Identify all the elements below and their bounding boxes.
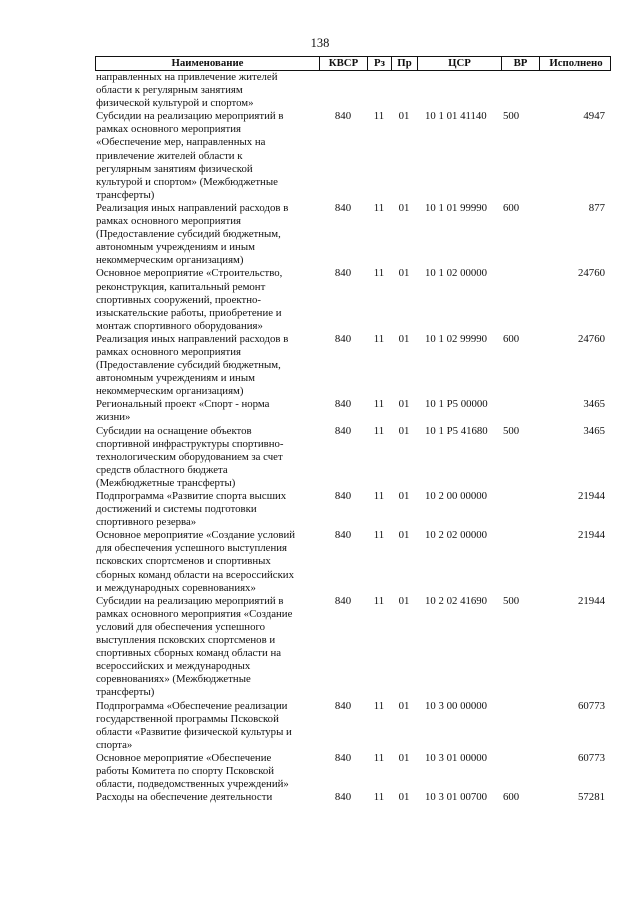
table-row [95,110,611,202]
pr-cell: 01 [398,699,410,712]
kvsr-cell: 840 [334,267,352,280]
name-line: и международных соревнованиях» [96,581,256,594]
name-line: Реализация иных направлений расходов в [96,332,289,345]
kvsr-cell: 840 [334,490,352,502]
csr-cell: 10 1 01 99990 [425,201,488,214]
table-row [95,529,611,594]
name-line: Субсидии на реализацию мероприятий в [96,594,284,607]
table-row [95,202,611,267]
name-cell [95,333,319,398]
rz-cell [367,71,391,110]
name-line: «Обеспечение мер, направленных на [96,136,266,149]
name-line: условий для обеспечения успешного [96,620,266,633]
name-line: выступления псковских спортсменов и [96,634,276,647]
executed-cell: 24760 [578,332,605,345]
kvsr-cell: 840 [334,751,352,764]
name-line: спортивного резерва» [96,516,197,529]
kvsr-cell: 840 [334,791,352,804]
name-line: рамках основного мероприятия «Создание [96,607,293,620]
name-line: монтаж спортивного оборудования» [96,319,263,332]
vr-cell [501,529,539,594]
name-line: культурой и спортом» (Межбюджетные [96,175,278,188]
vr-cell [501,267,539,332]
name-line: Подпрограмма «Развитие спорта высших [96,490,287,502]
kvsr-cell [319,71,367,110]
pr-cell: 01 [398,490,410,502]
pr-cell: 01 [398,529,410,542]
csr-cell: 10 1 02 99990 [425,332,488,345]
vr-cell: 600 [503,791,520,804]
rz-cell: 11 [373,751,385,764]
name-cell [95,595,319,700]
table-row [95,752,611,791]
table-row [95,595,611,700]
name-line: Основное мероприятие «Создание условий [96,529,296,542]
name-line: физической культурой и спортом» [96,97,254,110]
name-cell [95,267,319,332]
name-line: спорта» [96,738,133,751]
name-cell [95,700,319,752]
csr-cell: 10 1 01 41140 [425,110,487,123]
pr-cell: 01 [398,751,410,764]
table-row [95,490,611,529]
name-line: области «Развитие физической культуры и [96,725,292,738]
executed-cell: 3465 [583,398,605,411]
pr-cell: 01 [398,791,410,804]
name-line: работы Комитета по спорту Псковской [96,764,275,777]
name-line: рамках основного мероприятия [96,345,241,358]
name-line: Подпрограмма «Обеспечение реализации [96,699,288,712]
rz-cell: 11 [373,201,385,214]
header-csr: ЦСР [418,57,502,70]
name-line: автономным учреждениям и иным [96,241,255,254]
name-cell [95,425,319,490]
executed-cell: 4947 [583,110,605,123]
table-row [95,71,611,110]
name-line: рамках основного мероприятия [96,215,241,228]
csr-cell [417,71,501,110]
kvsr-cell: 840 [334,699,352,712]
header-name: Наименование [96,57,320,70]
name-line: технологическим оборудованием за счет [96,450,283,463]
header-kvsr: КВСР [320,57,368,70]
name-line: трансферты) [96,686,155,699]
name-cell [95,752,319,791]
rz-cell: 11 [373,332,385,345]
vr-cell [501,71,539,110]
table-row [95,791,611,804]
pr-cell: 01 [398,201,410,214]
csr-cell: 10 2 00 00000 [425,490,488,502]
name-cell [95,490,319,529]
rz-cell: 11 [373,267,385,280]
name-line: направленных на привлечение жителей [96,71,278,83]
pr-cell: 01 [398,110,410,123]
name-line: трансферты) [96,188,155,201]
table-header-row [95,56,611,71]
name-line: области, подведомственных учреждений» [96,778,289,791]
csr-cell: 10 1 02 00000 [425,267,488,280]
vr-cell: 600 [503,201,520,214]
name-line: Субсидии на оснащение объектов [96,424,252,437]
page-number: 138 [310,36,330,50]
rz-cell: 11 [373,398,385,411]
table-body [95,71,611,804]
name-line: (Межбюджетные трансферты) [96,476,236,489]
name-cell [95,71,319,110]
name-cell [95,202,319,267]
csr-cell: 10 3 01 00700 [425,791,488,804]
header-rz: Рз [368,57,392,70]
executed-cell: 3465 [583,424,605,437]
pr-cell: 01 [398,267,410,280]
kvsr-cell: 840 [334,594,352,607]
vr-cell [501,490,539,529]
name-line: спортивной инфраструктуры спортивно- [96,437,284,450]
vr-cell: 500 [503,424,520,437]
name-line: области к регулярным занятиям [96,84,243,97]
name-cell [95,110,319,202]
kvsr-cell: 840 [334,332,352,345]
name-line: автономным учреждениям и иным [96,372,255,385]
table-row [95,425,611,490]
pr-cell: 01 [398,398,410,411]
header-executed: Исполнено [549,57,603,69]
name-line: рамках основного мероприятия [96,123,241,136]
vr-cell [501,700,539,752]
name-line: псковских спортсменов и спортивных [96,555,271,568]
name-line: всероссийских и международных [96,660,251,673]
table-row [95,333,611,398]
executed-cell: 21944 [578,529,605,542]
name-cell [95,529,319,594]
executed-cell: 21944 [578,490,605,502]
csr-cell: 10 1 P5 00000 [425,398,488,411]
pr-cell: 01 [398,424,410,437]
rz-cell: 11 [373,424,385,437]
executed-cell: 877 [588,201,605,214]
rz-cell: 11 [373,594,385,607]
header-pr: Пр [392,57,418,70]
budget-table [95,56,611,804]
vr-cell: 500 [503,594,520,607]
name-line: реконструкция, капитальный ремонт [96,280,266,293]
name-line: спортивных сооружений, проектно- [96,293,261,306]
csr-cell: 10 3 01 00000 [425,751,488,764]
name-cell [95,791,319,804]
name-line: спортивных сборных команд области на [96,647,282,660]
name-line: соревнованиях» (Межбюджетные [96,673,251,686]
rz-cell: 11 [373,529,385,542]
rz-cell: 11 [373,490,385,502]
csr-cell: 10 3 00 00000 [425,699,488,712]
vr-cell [501,752,539,791]
name-line: привлечение жителей области к [96,149,243,162]
vr-cell [501,398,539,424]
name-line: (Предоставление субсидий бюджетным, [96,228,281,241]
name-line: некоммерческим организациям) [96,254,244,267]
rz-cell: 11 [373,110,385,123]
name-line: для обеспечения успешного выступления [96,542,288,555]
name-line: достижений и системы подготовки [96,503,257,516]
name-line: Основное мероприятие «Обеспечение [96,751,272,764]
name-line: Основное мероприятие «Строительство, [96,267,283,280]
rz-cell: 11 [373,699,385,712]
csr-cell: 10 2 02 00000 [425,529,488,542]
pr-cell: 01 [398,594,410,607]
executed-cell: 60773 [578,751,605,764]
kvsr-cell: 840 [334,398,352,411]
kvsr-cell: 840 [334,424,352,437]
name-line: регулярным занятиям физической [96,162,253,175]
executed-cell: 24760 [578,267,605,280]
name-line: сборных команд области на всероссийских [96,568,294,581]
name-line: некоммерческим организациям) [96,385,244,398]
name-line: Реализация иных направлений расходов в [96,201,289,214]
executed-cell: 21944 [578,594,605,607]
pr-cell: 01 [398,332,410,345]
executed-cell: 57281 [578,791,605,804]
executed-cell [539,71,611,110]
kvsr-cell: 840 [334,529,352,542]
csr-cell: 10 2 02 41690 [425,594,488,607]
name-line: Субсидии на реализацию мероприятий в [96,110,284,123]
csr-cell: 10 1 P5 41680 [425,424,488,437]
kvsr-cell: 840 [334,201,352,214]
table-row [95,398,611,424]
name-line: государственной программы Псковской [96,712,279,725]
name-line: Региональный проект «Спорт - норма [96,398,270,411]
name-line: средств областного бюджета [96,463,228,476]
name-line: изыскательские работы, приобретение и [96,306,282,319]
table-row [95,700,611,752]
name-line: жизни» [96,411,131,424]
rz-cell: 11 [373,791,385,804]
executed-cell: 60773 [578,699,605,712]
name-line: Расходы на обеспечение деятельности [96,791,273,804]
pr-cell [391,71,417,110]
header-vr: ВР [502,57,540,70]
vr-cell: 500 [503,110,520,123]
name-line: (Предоставление субсидий бюджетным, [96,359,281,372]
name-cell [95,398,319,424]
kvsr-cell: 840 [334,110,352,123]
table-row [95,267,611,332]
vr-cell: 600 [503,332,520,345]
